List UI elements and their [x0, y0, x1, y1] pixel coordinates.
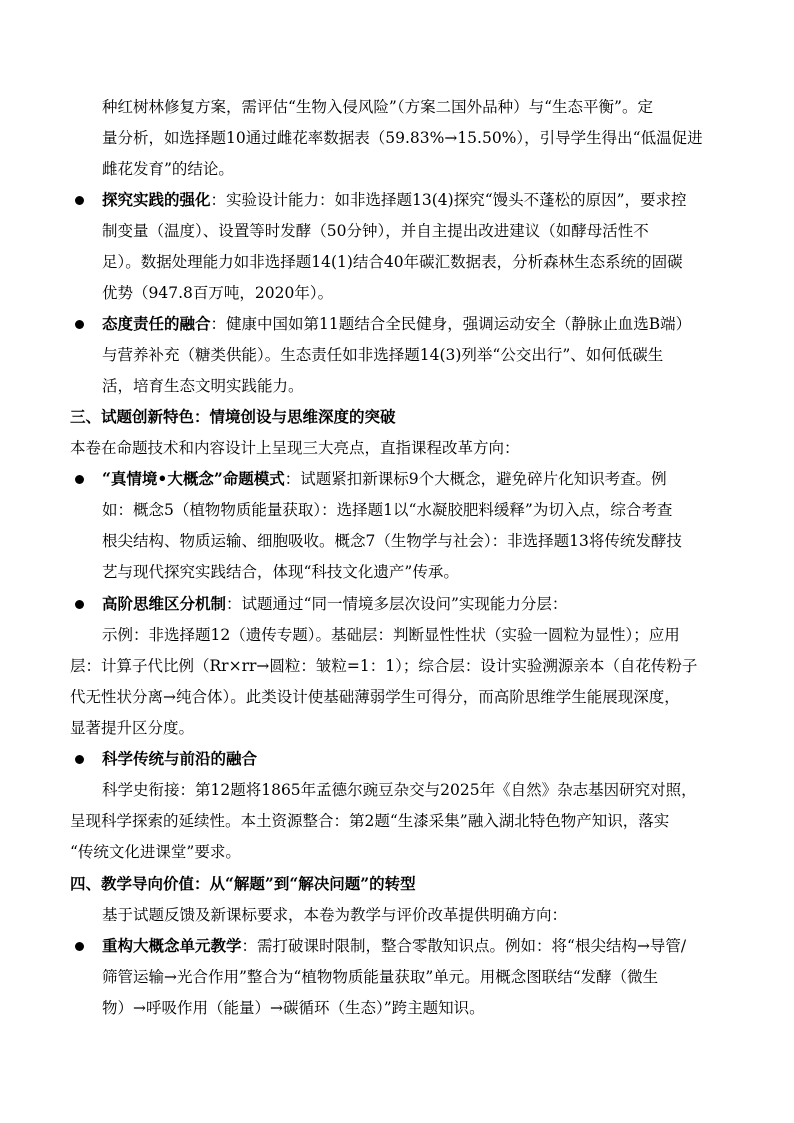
- bullet-real-line-3: 根尖结构、物质运输、细胞吸收。概念7（生物学与社会）：非选择题13将传统发酵技: [102, 532, 682, 550]
- bullet-dot-icon: [75, 942, 84, 951]
- bullet-real-title: “真情境•大概念”命题模式: [102, 469, 285, 488]
- bullet-inquiry-line-1: [102, 190, 687, 210]
- bullet-attitude-line-3: 活，培育生态文明实践能力。: [102, 377, 304, 395]
- bullet-high-line-5: 显著提升区分度。: [70, 719, 195, 737]
- bullet-real-line-1: [102, 469, 667, 489]
- bullet-high-line-2: 示例：非选择题12（遗传专题）。基础层：判断显性性状（实验一圆粒为显性）；应用: [102, 626, 680, 644]
- bullet-tradition-title: 科学传统与前沿的融合: [102, 749, 258, 768]
- bullet-dot-icon: [75, 600, 84, 609]
- bullet-real-text: ：试题紧扣新课标9个大概念，避免碎片化知识考查。例: [284, 470, 667, 488]
- bullet-attitude-line-1: [102, 314, 691, 334]
- bullet-inquiry-title: 探究实践的强化: [102, 190, 211, 209]
- bullet-rebuild-line-1: [102, 936, 686, 956]
- bullet-high-line-1: [102, 594, 567, 614]
- bullet-tradition-line-3: “传统文化进课堂”要求。: [70, 843, 241, 861]
- section3-heading: 三、试题创新特色：情境创设与思维深度的突破: [70, 407, 396, 426]
- bullet-tradition-line-2: 呈现科学探索的延续性。本土资源整合：第2题“生漆采集”融入湖北特色物产知识，落实: [70, 812, 670, 830]
- intro-line-3: 雌花发育”的结论。: [102, 160, 234, 178]
- bullet-tradition-line-1: 科学史衔接：第12题将1865年孟德尔豌豆杂交与2025年《自然》杂志基因研究对照，: [102, 781, 697, 799]
- bullet-high-text: ：试题通过“同一情境多层次设问”实现能力分层：: [226, 595, 568, 613]
- bullet-rebuild-line-2: 筛管运输→光合作用”整合为“植物物质能量获取”单元。用概念图联结“发酵（微生: [102, 968, 659, 986]
- bullet-attitude-line-2: 与营养补充（糖类供能）。生态责任如非选择题14(3)列举“公交出行”、如何低碳生: [102, 346, 664, 364]
- bullet-attitude-text: ：健康中国如第11题结合全民健身，强调运动安全（静脉止血选B端）: [210, 315, 692, 333]
- bullet-inquiry-line-2: 制变量（温度）、设置等时发酵（50分钟），并自主提出改进建议（如酵母活性不: [102, 222, 649, 240]
- bullet-dot-icon: [75, 475, 84, 484]
- bullet-real-line-4: 艺与现代探究实践结合，体现“科技文化遗产”传承。: [102, 563, 459, 581]
- section4-intro: 基于试题反馈及新课标要求，本卷为教学与评价改革提供明确方向：: [102, 906, 568, 924]
- bullet-dot-icon: [75, 755, 84, 764]
- bullet-inquiry-text: ：实验设计能力：如非选择题13(4)探究“馒头不蓬松的原因”，要求控: [210, 191, 687, 209]
- bullet-attitude-title: 态度责任的融合: [102, 314, 211, 333]
- bullet-rebuild-title: 重构大概念单元教学: [102, 936, 242, 955]
- intro-line-2: 量分析，如选择题10通过雌花率数据表（59.83%→15.50%），引导学生得出“低温促进: [102, 129, 703, 147]
- bullet-dot-icon: [75, 320, 84, 329]
- bullet-real-line-2: 如：概念5（植物物质能量获取）：选择题1以“水凝胶肥料缓释”为切入点，综合考查: [102, 501, 673, 519]
- bullet-high-title: 高阶思维区分机制: [102, 594, 227, 613]
- bullet-inquiry-line-4: 优势（947.8百万吨，2020年）。: [102, 284, 334, 302]
- bullet-high-line-4: 代无性状分离→纯合体）。此类设计使基础薄弱学生可得分，而高阶思维学生能展现深度，: [70, 688, 680, 706]
- intro-line-1: 种红树林修复方案，需评估“生物入侵风险”（方案二国外品种）与“生态平衡”。定: [102, 98, 653, 116]
- bullet-rebuild-text: ：需打破课时限制，整合零散知识点。例如：将“根尖结构→导管/: [241, 937, 687, 955]
- section4-heading: 四、教学导向价值：从“解题”到“解决问题”的转型: [70, 874, 416, 893]
- bullet-dot-icon: [75, 196, 84, 205]
- bullet-inquiry-line-3: 足）。数据处理能力如非选择题14(1)结合40年碳汇数据表，分析森林生态系统的固碳: [102, 253, 683, 271]
- bullet-rebuild-line-3: 物）→呼吸作用（能量）→碳循环（生态）”跨主题知识。: [102, 999, 485, 1017]
- section3-intro: 本卷在命题技术和内容设计上呈现三大亮点，直指课程改革方向：: [70, 439, 520, 457]
- bullet-high-line-3: 层：计算子代比例（Rr×rr→圆粒：皱粒=1：1）；综合层：设计实验溯源亲本（自花传粉子: [70, 657, 698, 675]
